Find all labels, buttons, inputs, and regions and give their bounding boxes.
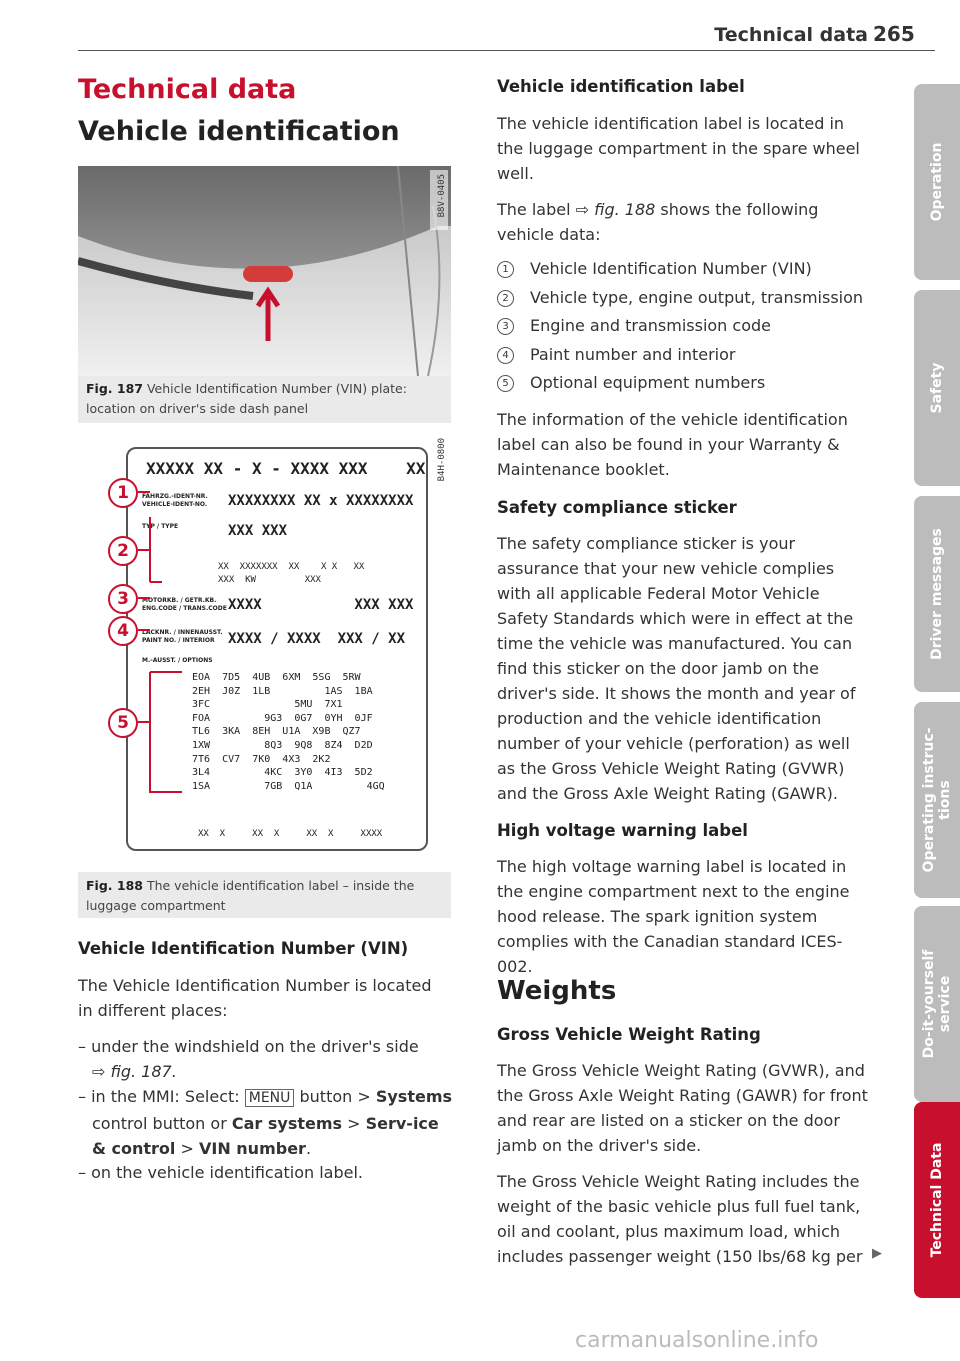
tab-label: Do-it-yourself service (921, 949, 953, 1059)
label-row-type-caption: TYP / TYPE (142, 523, 179, 530)
label-row-code-caption: MOTORKB. / GETR.KB. ENG.CODE / TRANS.CODE (142, 597, 227, 612)
label-row-output: XX XXXXXXX XX X X XX (218, 562, 365, 572)
callout-1: 1 (108, 478, 138, 508)
figure-187-text: Vehicle Identification Number (VIN) plate: location on driver's side dash panel (86, 381, 407, 416)
menu-button-ref: MENU (245, 1089, 295, 1107)
tab-label: Technical Data (929, 1142, 945, 1258)
list-item (497, 255, 863, 284)
gvwr-para: The Gross Vehicle Weight Rating (GVWR), and the Gross Axle Weight Rating (GAWR) for front and rear are listed on a sticker on the door jamb on the driver's side. (497, 1061, 868, 1155)
bullet-2-vin-number: VIN number (198, 1139, 306, 1158)
label-row-top: XXXXX XX - X - XXXX XXX XX (146, 459, 426, 478)
label-row-kw: XXX KW XXX (218, 575, 321, 585)
p2-post: shows the following vehicle data: (497, 200, 819, 244)
label-row-code: XXXX XXX XXX (228, 597, 414, 613)
number-circle: 5 (497, 375, 514, 392)
figure-187-caption (86, 379, 441, 419)
label-footer: XX X XX X XX X XXXX (198, 829, 383, 839)
tab-label: Operating instruc- tions (921, 727, 953, 873)
label-row-paint-caption: LACKNR. / INNENAUSST. PAINT NO. / INTERIOR (142, 629, 223, 644)
list-item (497, 341, 863, 370)
tab-label: Operation (929, 142, 945, 222)
chapter-title: Technical data (78, 74, 297, 105)
number-circle: 1 (497, 261, 514, 278)
continue-arrow-icon: ▶ (872, 1246, 882, 1261)
bullet-2-pre: – in the MMI: Select: (78, 1087, 245, 1106)
vehicle-label-heading: Vehicle identification label (497, 77, 745, 96)
list-item (497, 369, 863, 398)
figure-188-caption (86, 876, 441, 916)
option-row: 1XW 8Q3 9Q8 8Z4 D2D (192, 739, 373, 751)
option-row: 3FC 5MU 7X1 (192, 699, 343, 711)
page-number: 265 (873, 22, 915, 46)
watermark: carmanualsonline.info (575, 1328, 819, 1353)
vin-heading: Vehicle Identification Number (VIN) (78, 939, 409, 958)
bullet-2-t1: control button or (92, 1114, 232, 1133)
tab-label: Safety (929, 362, 945, 414)
figure-187-code: B8V-0405 (437, 174, 447, 218)
vin-bullet-1: – under the windshield on the driver's side (78, 1037, 419, 1056)
item-text: Paint number and interior (530, 344, 736, 364)
bullet-2-t2: > (342, 1114, 366, 1133)
item-text: Optional equipment numbers (530, 373, 766, 392)
weights-heading: Weights (497, 976, 617, 1006)
tab-label: Driver messages (929, 528, 945, 660)
vehicle-label-para-2 (497, 197, 869, 247)
callout-2: 2 (108, 536, 138, 566)
bullet-2-service: Serv-ice & control (92, 1114, 439, 1158)
vin-bullet-2 (78, 1084, 452, 1161)
fig-188-ref: ⇨ fig. 188 (575, 200, 656, 219)
bullet-2-t3: > (175, 1139, 199, 1158)
figure-188-number: Fig. 188 (86, 878, 143, 893)
vehicle-label-para: The vehicle identification label is located in the luggage compartment in the spare wheel well. (497, 114, 860, 183)
bullet-2-systems: Systems (375, 1087, 453, 1106)
gvwr-para-2: The Gross Vehicle Weight Rating includes the weight of the basic vehicle plus full fuel tank, oil and coolant, plus maximum load, which includes passenger weight (150 lbs/68 kg per (497, 1172, 863, 1266)
label-row-type: XXX XXX (228, 523, 288, 539)
bullet-2-mid: button > (294, 1087, 376, 1106)
option-row: TL6 3KA 8EH U1A X9B QZ7 (192, 726, 361, 738)
number-circle: 2 (497, 290, 514, 307)
option-row: FOA 9G3 0G7 0YH 0JF (192, 712, 373, 724)
option-row: 3L4 4KC 3Y0 4I3 5D2 (192, 767, 373, 779)
hv-label-para: The high voltage warning label is located in the engine compartment next to the engine hood release. The spark ignition system complies with the Canadian standard ICES-002. (497, 857, 850, 976)
number-circle: 3 (497, 318, 514, 335)
safety-sticker-heading: Safety compliance sticker (497, 498, 737, 517)
figure-187-number: Fig. 187 (86, 381, 143, 396)
figure-188-image (78, 432, 451, 872)
tab-do-it-yourself-service[interactable] (914, 906, 960, 1102)
hv-label-heading: High voltage warning label (497, 821, 748, 840)
running-header-section: Technical data (714, 24, 868, 46)
label-row-paint: XXXX / XXXX XXX / XX (228, 631, 406, 647)
vin-bullet-3: – on the vehicle identification label. (78, 1163, 364, 1182)
figure-188-text: The vehicle identification label – inside the luggage compartment (86, 878, 415, 913)
bullet-2-car-systems: Car systems (231, 1114, 343, 1133)
warranty-para: The information of the vehicle identification label can also be found in your Warranty & Maintenance booklet. (497, 410, 848, 479)
p2-pre: The label (497, 200, 576, 219)
figure-188-code: B4H-0800 (437, 438, 447, 482)
label-row-vin: XXXXXXXX XX x XXXXXXXX (228, 493, 414, 509)
figure-188 (78, 432, 451, 918)
list-item (497, 284, 863, 313)
list-item (497, 312, 863, 341)
item-text: Vehicle type, engine output, transmission (530, 287, 864, 307)
section-title: Vehicle identification (78, 116, 400, 147)
vin-intro: The Vehicle Identification Number is located in different places: (78, 976, 432, 1020)
figure-187-image (78, 166, 451, 376)
vin-bullet-1-ref: ⇨ fig. 187. (92, 1062, 177, 1081)
callout-3: 3 (108, 584, 138, 614)
number-circle: 4 (497, 347, 514, 364)
item-text: Engine and transmission code (530, 316, 771, 335)
safety-sticker-para: The safety compliance sticker is your assurance that your new vehicle complies with all applicable Federal Motor Vehicle Safety Standards which were in effect at the time the vehicle was manufactured. You can find this sticker on the door jamb on the driver's side. It shows the month and year of production and the vehicle identification number of your vehicle (perforation) as well as the Gross Vehicle Weight Rating (GVWR) and the Gross Axle Weight Rating (GAWR). (497, 534, 856, 803)
tab-safety[interactable] (914, 290, 960, 486)
label-items-list (497, 255, 863, 398)
tab-operating-instructions[interactable] (914, 702, 960, 898)
option-row: 1SA 7GB Q1A 4GQ (192, 780, 385, 792)
tab-operation[interactable] (914, 84, 960, 280)
figure-187 (78, 166, 451, 423)
option-row: EOA 7D5 4UB 6XM 5SG 5RW (192, 672, 361, 683)
option-row: 7T6 CV7 7K0 4X3 2K2 (192, 753, 331, 765)
item-text: Vehicle Identification Number (VIN) (530, 259, 812, 278)
bullet-2-t4: . (305, 1139, 312, 1158)
callout-4: 4 (108, 616, 138, 646)
gvwr-heading: Gross Vehicle Weight Rating (497, 1025, 761, 1044)
tab-technical-data[interactable] (914, 1102, 960, 1298)
tab-driver-messages[interactable] (914, 496, 960, 692)
option-row: 2EH J0Z 1LB 1AS 1BA (192, 685, 373, 697)
label-row-options-caption: M.-AUSST. / OPTIONS (142, 657, 213, 664)
header-rule (78, 50, 935, 51)
callout-5: 5 (108, 708, 138, 738)
label-row-vin-caption: FAHRZG.-IDENT-NR. VEHICLE-IDENT-NO. (142, 493, 208, 508)
